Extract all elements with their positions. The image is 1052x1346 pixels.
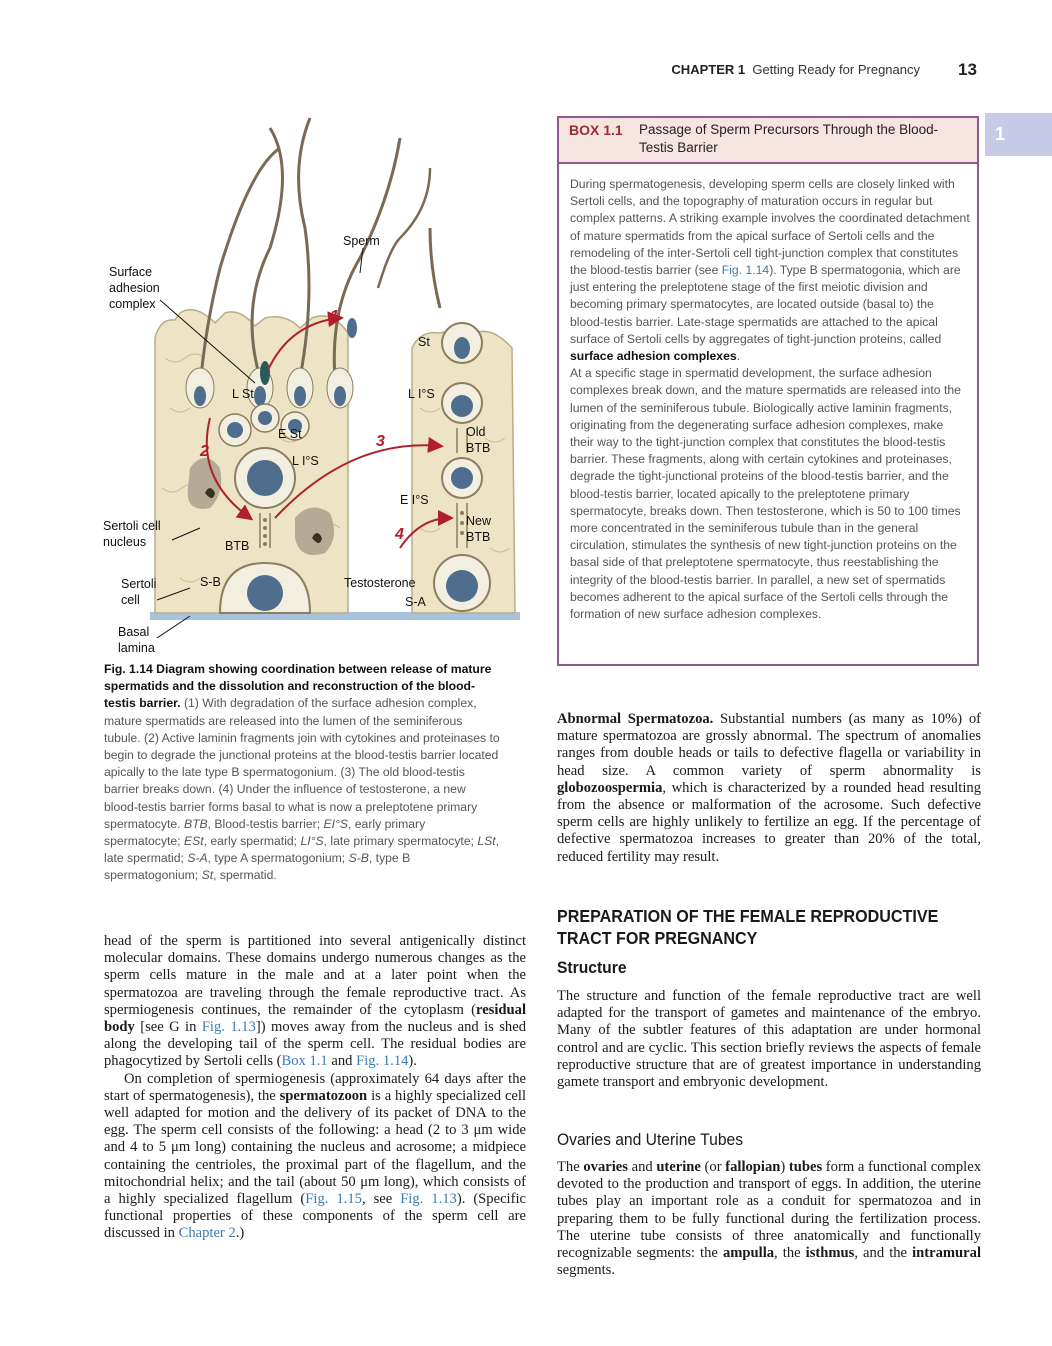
caption-abbr-def: , type B spermatogonium; [104, 851, 411, 883]
step-4: 4 [395, 526, 404, 543]
fig-link[interactable]: Fig. 1.13 [201, 1019, 256, 1036]
term: residual body [104, 1001, 526, 1036]
subsubsection-heading: Ovaries and Uterine Tubes [557, 1130, 744, 1149]
label-btb: BTB [225, 539, 250, 553]
text: and [627, 1159, 657, 1175]
text: ]) moves away from the nucleus and is shed along the developing tail of the sperm cell. The residual bodies are phagocytized by Sertoli cells ( [104, 1019, 526, 1070]
term: fallopian [725, 1159, 781, 1175]
label-e-ios: E I°S [400, 493, 429, 507]
term: spermatozoon [279, 1087, 368, 1104]
chapter-tab: 1 [985, 113, 1052, 156]
box-title: Passage of Sperm Precursors Through the Blood-Testis Barrier [639, 122, 939, 155]
caption-abbr-def: , spermatid. [213, 868, 277, 883]
box-paragraph [570, 176, 970, 365]
fig-link[interactable]: Fig. 1.14 [721, 263, 770, 278]
abnormal-spermatozoa-paragraph [557, 711, 981, 866]
subsection-heading: Structure [557, 958, 627, 977]
term: ampulla [722, 1245, 775, 1262]
caption-abbr: ESt [183, 834, 204, 849]
paragraph [557, 711, 981, 866]
text: ) [780, 1159, 789, 1175]
text: [see G in [134, 1019, 202, 1036]
caption-abbr: S-B [348, 851, 369, 866]
box-1-1 [557, 116, 979, 666]
structure-paragraph [557, 988, 981, 1091]
running-head [560, 62, 920, 77]
term: uterine [656, 1159, 701, 1175]
chapter-link[interactable]: Chapter 2 [178, 1225, 236, 1242]
chapter-title: Getting Ready for Pregnancy [752, 62, 920, 77]
label-e-st: E St [278, 427, 302, 441]
term: ovaries [583, 1159, 628, 1175]
caption-abbr: LI°S [300, 834, 324, 849]
step-2: 2 [200, 443, 209, 460]
sertoli-nucleus-shape [295, 508, 334, 556]
label-new-btb: New BTB [466, 514, 492, 544]
caption-abbr-def: , early spermatid; [203, 834, 301, 849]
paragraph: The structure and function of the female reproductive tract are well adapted for the transport of gametes and maintenance of the embryo. Many of the subtler features of this adaptation are under hormonal control and are cyclic. This section briefly reviews the aspects of female reproductive structure that are of greatest importance in understanding gamete transport and embryonic development. [557, 988, 981, 1091]
text: form a functional complex devoted to the production and transport of eggs. In addition, the uterine tubes play an important role as a conduit for spermatozoa and in preparing them to be fully functional during the fertilization process. The uterine tube consists of three anatomically and functionally recognizable segments: the [557, 1159, 982, 1262]
run-in-heading: Abnormal Spermatozoa. [557, 711, 714, 727]
caption-abbr: S-A [187, 851, 208, 866]
step-1: 1 [330, 308, 339, 325]
paragraph [557, 1159, 981, 1279]
label-sertoli-cell: Sertoli cell [121, 577, 157, 607]
caption-abbr-def: , type A spermatogonium; [207, 851, 349, 866]
text: (or [700, 1159, 726, 1175]
figure-1-14 [100, 108, 520, 658]
text: On completion of spermiogenesis (approximately 64 days after the start of spermatogenesis), the [104, 1070, 526, 1104]
box-link[interactable]: Box 1.1 [281, 1053, 328, 1070]
caption-abbr-def: , early primary spermatocyte; [104, 816, 426, 849]
caption-abbr-def: , late primary spermatocyte; [323, 834, 478, 849]
page-number: 13 [958, 60, 977, 79]
box-text: ). Type B spermatogonia, which are just entering the preleptotene stage of the first meiotic division and becoming primary spermatocytes, are located outside (basal to) the blood-testis barrier. Late-stage spermatids are attached to the apical surface of Sertoli cells by aggregates of tight-junction proteins, called [570, 263, 961, 346]
text: , and the [854, 1245, 913, 1262]
label-surface-adhesion: Surface adhesion complex [109, 265, 160, 311]
fig-link[interactable]: Fig. 1.13 [400, 1191, 457, 1208]
term: intramural [912, 1245, 982, 1262]
label-sperm: Sperm [343, 234, 380, 248]
paragraph [104, 1071, 526, 1243]
term: isthmus [805, 1245, 855, 1262]
label-sertoli-nucleus: Sertoli cell nucleus [103, 519, 161, 549]
label-s-b: S-B [200, 575, 221, 589]
caption-abbr-def: , late spermatid; [104, 834, 500, 866]
caption-abbr: St [201, 868, 214, 883]
caption-abbr: BTB [183, 816, 208, 831]
label-s-a: S-A [405, 595, 426, 609]
caption-text: (1) With degradation of the surface adhesion complex, mature spermatids are released into the lumen of the seminiferous tubule. (2) Active laminin fragments join with cytokines and proteinases to begin to degrade the junctional proteins at the blood-testis barrier located apically to the late type B spermatogonium. (3) The old blood-testis barrier breaks down. (4) Under the influence of testosterone, a new blood-testis barrier forms basal to what is now a preleptotene primary spermatocyte. [104, 696, 500, 831]
caption-title: Fig. 1.14 Diagram showing coordination between release of mature spermatids and the dissolution and reconstruction of the blood-testis barrier. [104, 662, 492, 711]
box-header [559, 118, 977, 164]
text: head of the sperm is partitioned into several antigenically distinct molecular domains. These domains undergo numerous changes as the sperm cells mature in the male and at a later point when the spermatozoa are traveling through the female reproductive tract. As spermiogenesis continues, the remainder of the cytoplasm ( [104, 933, 526, 1018]
box-text: . [736, 349, 741, 364]
caption-abbr: EI°S [323, 816, 348, 831]
paragraph [104, 933, 526, 1071]
fig-link[interactable]: Fig. 1.14 [356, 1053, 409, 1070]
seminiferous-diagram [100, 108, 520, 658]
text: , which is characterized by a rounded head resulting from the absence or malformation of the acrosome. Such defective sperm cells are highly unlikely to fertilize an egg. If the percentage of defective spermatozoa increases to greater than 20% of the total, reduced fertility may result. [557, 779, 981, 865]
text: ). [408, 1053, 417, 1070]
section-heading: PREPARATION OF THE FEMALE REPRODUCTIVE TRACT FOR PREGNANCY [557, 906, 939, 948]
box-label: BOX 1.1 [569, 122, 623, 138]
figure-caption [104, 661, 500, 885]
label-testosterone: Testosterone [344, 576, 416, 590]
text: Substantial numbers (as many as 10%) of mature spermatozoa are grossly abnormal. The spectrum of anomalies ranges from double heads or tails to defective flagella or variability in head size. A common variety of sperm abnormality is [557, 711, 981, 779]
caption-abbr: LSt [477, 834, 496, 849]
label-l-st: L St [232, 387, 254, 401]
text: , see [361, 1191, 401, 1208]
box-term: surface adhesion complexes [570, 349, 737, 364]
fig-link[interactable]: Fig. 1.15 [305, 1191, 362, 1208]
label-old-btb: Old BTB [466, 425, 491, 455]
text: and [327, 1053, 357, 1070]
term: tubes [788, 1159, 823, 1175]
released-sperm [347, 318, 357, 338]
text: The [557, 1159, 584, 1175]
label-l-ios-top: L I°S [408, 387, 435, 401]
box-body [570, 176, 970, 623]
text: ). (Specific functional properties of these components of the sperm cell are discussed in [104, 1191, 526, 1242]
text: , the [774, 1245, 806, 1262]
left-column [104, 933, 526, 1243]
step-3: 3 [376, 433, 385, 450]
label-st: St [418, 335, 430, 349]
box-paragraph: At a specific stage in spermatid development, the surface adhesion complexes break down, and the mature spermatids are released into the lumen of the seminiferous tubule. Biologically active laminin fragments, originating from the degenerating surface adhesion complexes, make their way to the tight-junction complex that constitutes the blood-testis barrier. These fragments, along with certain cytokines and proteinases, degrade the tight-junctional proteins of the blood-testis barrier, and the blood-testis barrier, located apically to the preleptotene primary spermatocyte, breaks down. Then testosterone, which is 50 to 100 times more concentrated in the seminiferous tubule than in the general circulation, stimulates the synthesis of new tight-junction proteins on the basal side of that preleptotene spermatocyte, thus reestablishing the integrity of the blood-testis barrier. In parallel, a new set of spermatids becomes adherent to the apical surface of the Sertoli cells through the formation of new surface adhesion complexes. [570, 366, 961, 622]
label-l-ios-mid: L I°S [292, 454, 319, 468]
text: segments. [557, 1262, 615, 1279]
box-text: During spermatogenesis, developing sperm cells are closely linked with Sertoli cells, and the topography of maturation occurs in regular but complex patterns. A striking example involves the coordinated detachment of mature spermatids from the apical surface of Sertoli cells and the remodeling of the inter-Sertoli cell tight-junction complex that constitutes the blood-testis barrier (see [570, 177, 970, 278]
ovaries-paragraph [557, 1159, 981, 1279]
chapter-number: CHAPTER 1 [671, 62, 746, 77]
text: is a highly specialized cell well adapted for motion and the delivery of its packet of DNA to the egg. The sperm cell consists of the following: a head (2 to 3 μm wide and 4 to 5 μm long) containing the nucleus and acrosome; a midpiece containing the centrioles, the proximal part of the flagellum, and the mitochondrial helix; and the tail (about 50 μm long), which consists of a highly specialized flagellum ( [104, 1087, 527, 1208]
text: .) [235, 1225, 245, 1242]
caption-abbr-def: , Blood-testis barrier; [207, 816, 324, 831]
label-basal-lamina: Basal lamina [118, 625, 155, 655]
term: globozoospermia [557, 779, 663, 796]
